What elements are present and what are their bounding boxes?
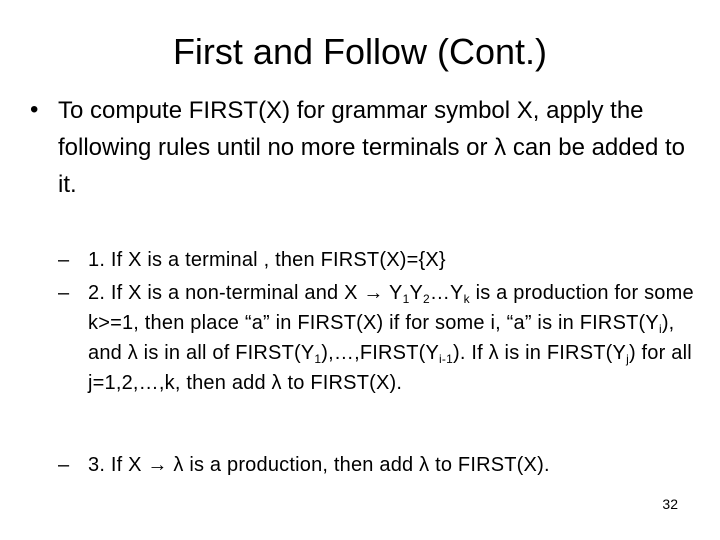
rule-2-part-6: ),…,FIRST(Y xyxy=(321,342,440,364)
rule-1-text: 1. If X is a terminal , then FIRST(X)={X} xyxy=(88,249,446,271)
rule-2-part-8: ) for all j=1,2,…,k, then add λ to FIRST(X). xyxy=(88,342,692,394)
slide-title: First and Follow (Cont.) xyxy=(172,31,548,72)
rule-2-text xyxy=(88,278,698,398)
bullet-icon: • xyxy=(30,96,39,123)
rule-3 xyxy=(58,450,698,480)
main-bullet xyxy=(30,92,690,203)
page-number: 32 xyxy=(662,496,678,512)
dash-icon: – xyxy=(58,249,70,271)
rule-2-part-7: ). If λ is in FIRST(Y xyxy=(452,342,627,364)
rule-2-part-4: is a production for some k>=1, then place “a” in FIRST(X) if for some i, “a” is in FIRST(Y xyxy=(88,282,694,334)
rule-2-sub-7: j xyxy=(626,352,629,366)
rule-2-sub-1: 1 xyxy=(402,292,410,306)
rule-2-part-5: ), and λ is in all of FIRST(Y xyxy=(88,312,675,364)
rule-2-part-3: …Y xyxy=(429,282,464,304)
rule-2-part-2: Y xyxy=(409,282,423,304)
rule-2-sub-4: i xyxy=(658,322,662,336)
dash-icon: – xyxy=(58,454,70,476)
rule-2-part-1: 2. If X is a non-terminal and X → Y xyxy=(88,282,403,304)
rule-2-sub-3: k xyxy=(463,292,470,306)
rule-1 xyxy=(58,245,698,275)
rule-2 xyxy=(58,278,698,398)
rule-2-sub-6: i-1 xyxy=(439,352,453,366)
dash-icon: – xyxy=(58,282,70,304)
rule-2-sub-2: 2 xyxy=(422,292,430,306)
rule-2-sub-5: 1 xyxy=(314,352,322,366)
bullet-text: To compute FIRST(X) for grammar symbol X, apply the following rules until no more terminals or λ can be added to it. xyxy=(58,97,685,198)
rule-3-text: 3. If X → λ is a production, then add λ to FIRST(X). xyxy=(88,454,550,476)
